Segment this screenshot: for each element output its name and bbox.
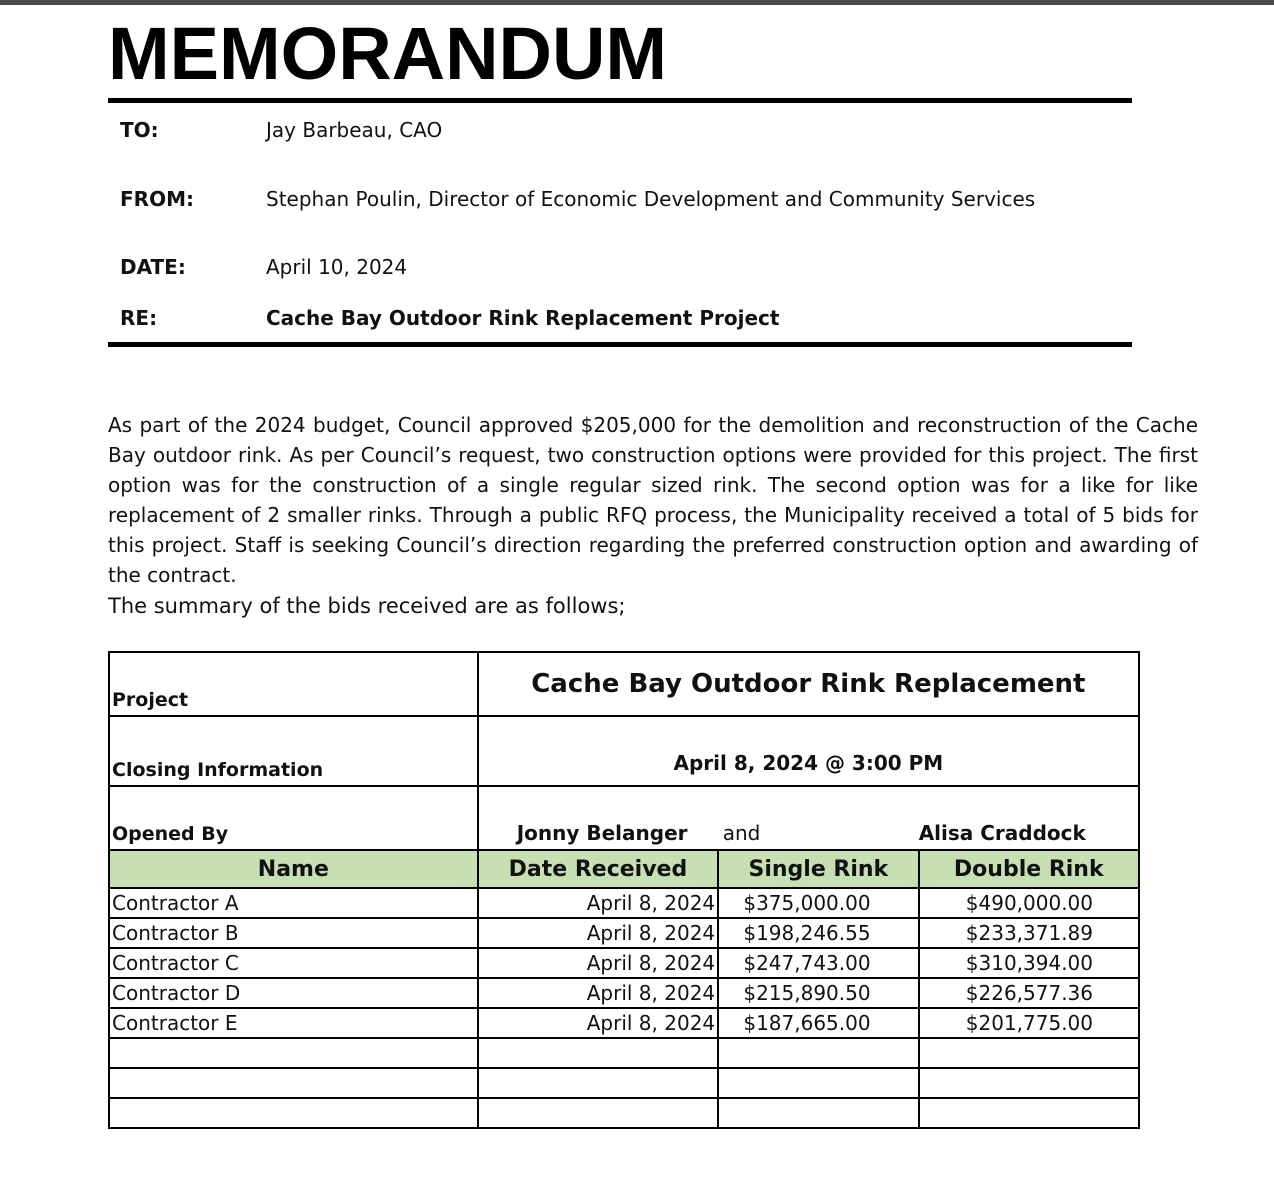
header-name: Name: [109, 850, 478, 888]
single-rink-bid: [718, 918, 918, 948]
header-top-rule: [108, 98, 1132, 103]
opened-by-1: Jonny Belanger: [516, 821, 688, 845]
summary-intro: The summary of the bids received are as follows;: [108, 594, 626, 618]
double-rink-bid: [919, 888, 1139, 918]
project-label: Project: [109, 652, 478, 716]
table-header-row: [109, 850, 1139, 888]
table-row: [109, 888, 1139, 918]
date-received: April 8, 2024: [478, 888, 718, 918]
contractor-name: Contractor D: [109, 978, 478, 1008]
opened-values: [478, 786, 1139, 850]
empty-cell: [478, 1038, 718, 1068]
to-value: Jay Barbeau, CAO: [266, 118, 443, 142]
table-row: [109, 918, 1139, 948]
opened-row: [109, 786, 1139, 850]
double-rink-amount: $310,394.00: [965, 951, 1094, 975]
single-rink-amount: $375,000.00: [743, 891, 871, 915]
re-value: Cache Bay Outdoor Rink Replacement Project: [266, 306, 780, 330]
re-label: RE:: [120, 306, 158, 330]
from-label: FROM:: [120, 187, 194, 211]
date-received: April 8, 2024: [478, 948, 718, 978]
empty-cell: [718, 1098, 918, 1128]
opened-by-2: Alisa Craddock: [918, 821, 1086, 845]
opened-and: and: [722, 821, 761, 845]
date-received: April 8, 2024: [478, 1008, 718, 1038]
single-rink-amount: $247,743.00: [743, 951, 871, 975]
empty-cell: [919, 1098, 1139, 1128]
single-rink-bid: [718, 1008, 918, 1038]
contractor-name: Contractor E: [109, 1008, 478, 1038]
project-row: [109, 652, 1139, 716]
header-bottom-rule: [108, 342, 1132, 347]
empty-table-row: [109, 1098, 1139, 1128]
table-row: [109, 978, 1139, 1008]
double-rink-bid: [919, 918, 1139, 948]
body-paragraph: As part of the 2024 budget, Council approved $205,000 for the demolition and reconstruction of the Cache Bay outdoor rink. As per Council’s request, two construction options were provided for this project. The first option was for the construction of a single regular sized rink. The second option was for a like for like replacement of 2 smaller rinks. Through a public RFQ process, the Municipality received a total of 5 bids for this project. Staff is seeking Council’s direction regarding the preferred construction option and awarding of the contract.: [108, 413, 1198, 587]
header-date-received: Date Received: [478, 850, 718, 888]
bids-table: [108, 651, 1140, 1129]
single-rink-amount: $198,246.55: [743, 921, 871, 945]
date-label: DATE:: [120, 255, 186, 279]
double-rink-bid: [919, 978, 1139, 1008]
single-rink-bid: [718, 888, 918, 918]
empty-cell: [919, 1068, 1139, 1098]
to-label: TO:: [120, 118, 159, 142]
closing-value: April 8, 2024 @ 3:00 PM: [478, 716, 1139, 786]
project-value: Cache Bay Outdoor Rink Replacement: [478, 652, 1139, 716]
double-rink-amount: $233,371.89: [965, 921, 1094, 945]
empty-cell: [478, 1098, 718, 1128]
single-rink-bid: [718, 948, 918, 978]
empty-cell: [718, 1068, 918, 1098]
from-value: Stephan Poulin, Director of Economic Development and Community Services: [266, 187, 1036, 211]
empty-table-row: [109, 1068, 1139, 1098]
memo-title: MEMORANDUM: [108, 12, 668, 95]
double-rink-amount: $490,000.00: [965, 891, 1094, 915]
empty-table-row: [109, 1038, 1139, 1068]
empty-cell: [478, 1068, 718, 1098]
header-single-rink: Single Rink: [718, 850, 918, 888]
double-rink-bid: [919, 948, 1139, 978]
contractor-name: Contractor C: [109, 948, 478, 978]
page-top-border: [0, 0, 1274, 5]
header-double-rink: Double Rink: [919, 850, 1139, 888]
single-rink-amount: $187,665.00: [743, 1011, 871, 1035]
closing-row: [109, 716, 1139, 786]
table-row: [109, 1008, 1139, 1038]
closing-label: Closing Information: [109, 716, 478, 786]
contractor-name: Contractor A: [109, 888, 478, 918]
opened-label: Opened By: [109, 786, 478, 850]
double-rink-amount: $226,577.36: [965, 981, 1094, 1005]
single-rink-bid: [718, 978, 918, 1008]
empty-cell: [109, 1098, 478, 1128]
empty-cell: [718, 1038, 918, 1068]
date-received: April 8, 2024: [478, 978, 718, 1008]
double-rink-amount: $201,775.00: [965, 1011, 1094, 1035]
empty-cell: [109, 1038, 478, 1068]
table-row: [109, 948, 1139, 978]
date-value: April 10, 2024: [266, 255, 408, 279]
single-rink-amount: $215,890.50: [743, 981, 871, 1005]
contractor-name: Contractor B: [109, 918, 478, 948]
date-received: April 8, 2024: [478, 918, 718, 948]
empty-cell: [109, 1068, 478, 1098]
double-rink-bid: [919, 1008, 1139, 1038]
empty-cell: [919, 1038, 1139, 1068]
